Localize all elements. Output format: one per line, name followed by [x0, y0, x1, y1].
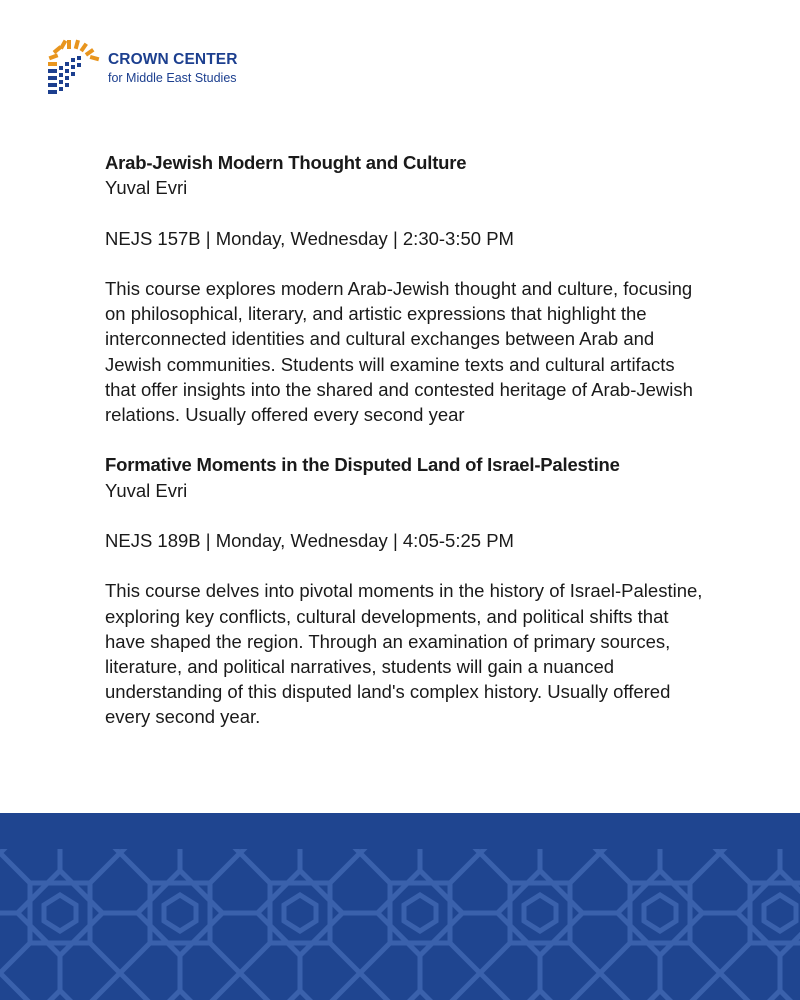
course-schedule: NEJS 189B | Monday, Wednesday | 4:05-5:25 PM	[105, 529, 514, 551]
course-title: Arab-Jewish Modern Thought and Culture	[105, 152, 467, 173]
course-list	[105, 150, 705, 730]
logo-subtitle: for Middle East Studies	[108, 70, 237, 85]
course-item	[105, 150, 705, 427]
logo	[46, 38, 246, 98]
course-instructor: Yuval Evri	[105, 177, 188, 199]
logo-text	[108, 52, 238, 84]
logo-title: CROWN CENTER	[108, 51, 238, 68]
geometric-pattern-decoration	[0, 813, 800, 1000]
course-item	[105, 452, 705, 729]
footer-band	[0, 813, 800, 1000]
course-description: This course explores modern Arab-Jewish thought and culture, focusing on philosophical, literary, and artistic expressions that highlight the interconnected identities and cultural exchanges between Arab and Jewish communities. Students will examine texts and cultural artifacts that offer insights into the shared and contested heritage of Arab-Jewish relations. Usually offered every second year	[105, 277, 693, 425]
course-description: This course delves into pivotal moments in the history of Israel-Palestine, exploring key conflicts, cultural developments, and political shifts that have shaped the region. Through an examination of primary sources, literature, and political narratives, students will gain a nuanced understanding of this disputed land's complex history. Usually offered every second year.	[105, 580, 703, 728]
course-schedule: NEJS 157B | Monday, Wednesday | 2:30-3:50 PM	[105, 227, 514, 249]
course-title: Formative Moments in the Disputed Land of Israel-Palestine	[105, 454, 620, 476]
crown-center-logo-icon	[46, 38, 102, 94]
course-instructor: Yuval Evri	[105, 479, 188, 501]
